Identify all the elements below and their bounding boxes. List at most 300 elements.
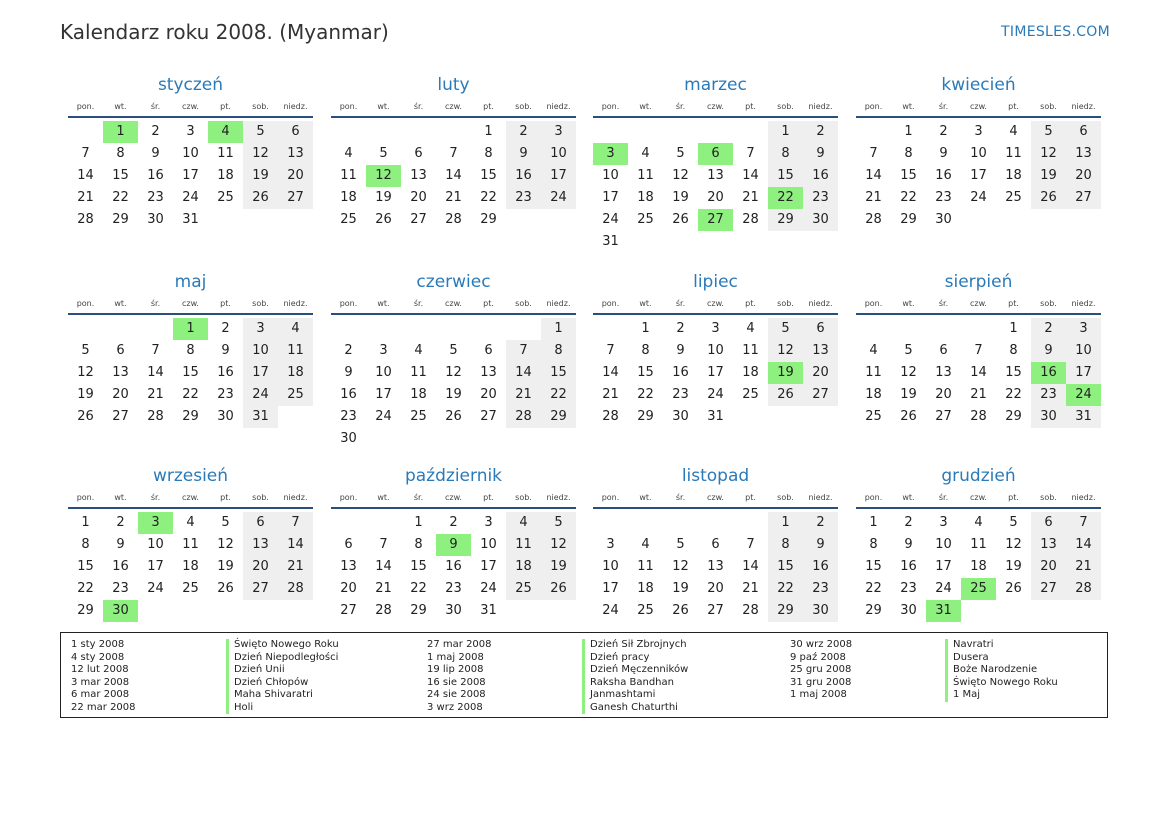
weekday-label: niedz. [546,493,571,502]
day-cell: 11 [970,537,987,552]
day-cell: 6 [803,318,838,340]
day-cell: 7 [1066,512,1101,534]
weekday-label: pt. [745,299,756,308]
legend-holiday-name: Maha Shivaratri [234,689,313,700]
day-cell: 19 [445,387,462,402]
weekday-label: śr. [413,493,424,502]
month-9 [68,463,313,639]
day-cell: 15 [768,165,803,187]
legend-date: 3 mar 2008 [71,676,130,688]
day-cell: 1 [869,515,878,530]
day-cell: 26 [1005,581,1022,596]
month-name: czerwiec [416,272,491,292]
day-cell: 20 [1031,556,1066,578]
day-cell: 14 [602,365,619,380]
day-cell: 24 [480,581,497,596]
day-cell: 19 [217,559,234,574]
month-8 [856,269,1101,445]
month-5 [68,269,313,445]
weekday-label: czw. [970,102,987,111]
day-cell: 22 [768,578,803,600]
day-cell: 4 [1009,124,1018,139]
legend-date: 27 mar 2008 [427,639,492,650]
day-cell: 21 [742,190,759,205]
day-cell: 6 [1066,121,1101,143]
day-cell: 25 [278,384,313,406]
day-cell: 19 [1031,165,1066,187]
weekday-label: pon. [339,493,358,502]
day-cell: 28 [970,409,987,424]
month-4 [856,72,1101,248]
day-cell: 28 [147,409,164,424]
weekday-label: niedz. [546,102,571,111]
weekday-label: czw. [182,299,199,308]
day-cell: 28 [865,212,882,227]
day-cell: 21 [602,387,619,402]
day-cell: 5 [768,318,803,340]
weekday-label: wt. [114,102,127,111]
day-cell: 22 [410,581,427,596]
day-cell: 29 [637,409,654,424]
day-cell: 12 [217,537,234,552]
holiday-day: 4 [208,121,243,143]
weekday-label: czw. [970,299,987,308]
day-cell: 24 [147,581,164,596]
day-cell: 2 [116,515,125,530]
day-cell: 2 [676,321,685,336]
day-cell: 7 [869,146,878,161]
day-cell: 2 [904,515,913,530]
day-cell: 28 [602,409,619,424]
weekday-header [856,295,1101,315]
weekday-label: czw. [445,102,462,111]
weekday-label: wt. [639,299,652,308]
holiday-day: 22 [768,187,803,209]
day-cell: 5 [1031,121,1066,143]
day-cell: 14 [970,365,987,380]
day-cell: 8 [904,146,913,161]
weekday-label: śr. [413,102,424,111]
day-cell: 27 [1031,578,1066,600]
day-cell: 10 [602,168,619,183]
day-cell: 14 [445,168,462,183]
day-cell: 1 [414,515,423,530]
day-cell: 1 [81,515,90,530]
day-cell: 2 [1031,318,1066,340]
weekday-label: pon. [339,299,358,308]
day-cell: 11 [742,343,759,358]
day-cell: 14 [375,559,392,574]
weekday-label: wt. [114,493,127,502]
month-name: maj [174,272,207,292]
day-cell: 18 [865,387,882,402]
day-cell: 20 [1066,165,1101,187]
day-cell: 5 [243,121,278,143]
day-cell: 28 [1066,578,1101,600]
legend-holiday-name: Dzień Sił Zbrojnych [590,639,687,650]
day-cell: 18 [217,168,234,183]
legend-holiday-name: Holi [234,701,254,713]
day-cell: 24 [182,190,199,205]
day-cell: 30 [672,409,689,424]
weekday-label: niedz. [283,299,308,308]
legend-date: 9 paź 2008 [790,651,846,663]
weekday-label: pt. [745,493,756,502]
day-cell: 31 [243,406,278,428]
weekday-label: pon. [601,299,620,308]
day-cell: 13 [935,365,952,380]
day-cell: 22 [637,387,654,402]
day-cell: 25 [182,581,199,596]
day-cell: 15 [480,168,497,183]
weekday-label: śr. [938,102,949,111]
day-cell: 24 [541,187,576,209]
day-cell: 21 [742,581,759,596]
weekday-label: czw. [182,493,199,502]
day-cell: 17 [480,559,497,574]
day-cell: 25 [637,603,654,618]
day-cell: 8 [768,534,803,556]
day-grid [331,315,576,445]
month-name: luty [437,75,470,95]
day-cell: 15 [637,365,654,380]
day-cell: 24 [375,409,392,424]
day-cell: 15 [900,168,917,183]
day-cell: 13 [707,559,724,574]
day-cell: 9 [221,343,230,358]
day-cell: 4 [869,343,878,358]
day-cell: 2 [221,321,230,336]
day-cell: 9 [676,343,685,358]
day-cell: 10 [1066,340,1101,362]
day-cell: 4 [278,318,313,340]
day-cell: 24 [707,387,724,402]
day-cell: 6 [243,512,278,534]
weekday-label: sob. [1040,493,1057,502]
day-cell: 24 [602,603,619,618]
weekday-label: czw. [707,299,724,308]
weekday-label: pon. [76,102,95,111]
holiday-day: 9 [436,534,471,556]
day-cell: 14 [742,168,759,183]
legend-date: 31 gru 2008 [790,676,852,688]
day-cell: 27 [803,384,838,406]
legend-date: 1 sty 2008 [71,639,125,650]
month-1 [68,72,313,248]
day-grid [68,509,313,639]
legend-date: 12 lut 2008 [71,664,129,675]
day-cell: 28 [77,212,94,227]
holiday-day: 30 [103,600,138,622]
day-cell: 16 [900,559,917,574]
day-cell: 15 [182,365,199,380]
day-grid [68,118,313,248]
day-cell: 6 [116,343,125,358]
weekday-label: wt. [902,493,915,502]
day-cell: 20 [935,387,952,402]
day-cell: 16 [217,365,234,380]
day-cell: 10 [970,146,987,161]
weekday-label: pt. [483,299,494,308]
day-cell: 7 [151,343,160,358]
day-cell: 8 [1009,343,1018,358]
holiday-day: 25 [961,578,996,600]
legend-holiday-name: Navratri [953,639,994,650]
day-cell: 11 [182,537,199,552]
weekday-label: czw. [707,493,724,502]
legend-holiday-name: Dzień Chłopów [234,676,309,688]
legend-dates [71,639,226,714]
day-cell: 23 [935,190,952,205]
day-cell: 4 [641,146,650,161]
day-cell: 23 [147,190,164,205]
day-cell: 14 [865,168,882,183]
day-cell: 20 [707,190,724,205]
day-cell: 3 [606,537,615,552]
day-cell: 27 [340,603,357,618]
day-cell: 21 [77,190,94,205]
day-cell: 9 [116,537,125,552]
weekday-label: pon. [864,493,883,502]
month-name: wrzesień [152,466,229,486]
day-cell: 16 [340,387,357,402]
legend-holiday-name: Dzień Unii [234,664,285,675]
weekday-label: śr. [150,299,161,308]
weekday-label: sob. [515,299,532,308]
day-cell: 19 [1005,559,1022,574]
weekday-label: pt. [220,102,231,111]
day-cell: 9 [344,365,353,380]
weekday-label: sob. [515,493,532,502]
day-cell: 24 [970,190,987,205]
day-grid [593,118,838,248]
day-cell: 1 [541,318,576,340]
month-name: listopad [681,466,750,486]
day-cell: 29 [865,603,882,618]
day-cell: 2 [449,515,458,530]
weekday-label: pt. [1008,493,1019,502]
day-cell: 12 [445,365,462,380]
day-cell: 3 [186,124,195,139]
day-cell: 10 [375,365,392,380]
weekday-label: pt. [1008,299,1019,308]
day-grid [856,509,1101,639]
day-cell: 1 [768,121,803,143]
day-cell: 30 [803,209,838,231]
holiday-day: 3 [593,143,628,165]
holiday-day: 1 [173,318,208,340]
day-cell: 7 [606,343,615,358]
day-cell: 14 [278,534,313,556]
day-cell: 12 [541,534,576,556]
day-cell: 17 [182,168,199,183]
day-cell: 18 [1005,168,1022,183]
day-cell: 29 [480,212,497,227]
weekday-label: śr. [675,493,686,502]
day-cell: 27 [278,187,313,209]
day-cell: 9 [506,143,541,165]
day-cell: 10 [935,537,952,552]
month-name: lipiec [693,272,738,292]
day-cell: 10 [602,559,619,574]
day-cell: 21 [375,581,392,596]
day-cell: 18 [637,581,654,596]
day-cell: 13 [278,143,313,165]
day-cell: 23 [803,187,838,209]
day-cell: 16 [112,559,129,574]
weekday-label: niedz. [283,102,308,111]
day-cell: 14 [147,365,164,380]
day-cell: 6 [278,121,313,143]
day-cell: 22 [900,190,917,205]
day-cell: 1 [768,512,803,534]
legend-date: 22 mar 2008 [71,701,136,713]
day-cell: 13 [410,168,427,183]
month-6 [331,269,576,445]
legend-names [582,639,770,714]
day-cell: 7 [746,537,755,552]
day-cell: 9 [151,146,160,161]
site-link[interactable]: TIMESLES.COM [1001,24,1110,40]
day-cell: 14 [506,362,541,384]
day-cell: 25 [217,190,234,205]
day-cell: 29 [1005,409,1022,424]
day-cell: 8 [541,340,576,362]
day-cell: 18 [970,559,987,574]
day-cell: 16 [935,168,952,183]
day-grid [331,118,576,248]
weekday-label: pon. [76,299,95,308]
holiday-day: 24 [1066,384,1101,406]
day-cell: 16 [506,165,541,187]
day-cell: 20 [112,387,129,402]
legend-dates [790,639,945,702]
day-cell: 1 [904,124,913,139]
day-cell: 19 [672,581,689,596]
month-name: sierpień [944,272,1013,292]
day-cell: 30 [803,600,838,622]
day-cell: 9 [904,537,913,552]
day-cell: 4 [974,515,983,530]
day-cell: 28 [506,406,541,428]
day-cell: 2 [151,124,160,139]
day-cell: 29 [112,212,129,227]
weekday-label: niedz. [1071,299,1096,308]
day-cell: 22 [480,190,497,205]
day-cell: 8 [186,343,195,358]
legend-holiday-name: 1 Maj [953,689,981,700]
weekday-label: pt. [483,493,494,502]
day-cell: 22 [1005,387,1022,402]
weekday-label: wt. [377,299,390,308]
weekday-label: niedz. [808,299,833,308]
day-cell: 11 [410,365,427,380]
holiday-day: 31 [926,600,961,622]
day-cell: 10 [541,143,576,165]
day-cell: 30 [147,212,164,227]
holiday-day: 1 [103,121,138,143]
day-cell: 27 [935,409,952,424]
day-cell: 22 [541,384,576,406]
day-cell: 5 [904,343,913,358]
day-cell: 15 [865,559,882,574]
legend-holiday-name: Dzień pracy [590,651,650,663]
day-cell: 1 [484,124,493,139]
day-cell: 4 [186,515,195,530]
day-cell: 20 [278,165,313,187]
weekday-label: wt. [114,299,127,308]
legend-names [945,639,1133,702]
weekday-label: niedz. [1071,493,1096,502]
legend-date: 1 maj 2008 [790,689,847,700]
weekday-header [68,295,313,315]
day-cell: 2 [344,343,353,358]
day-cell: 23 [112,581,129,596]
day-cell: 25 [865,409,882,424]
weekday-label: niedz. [546,299,571,308]
day-cell: 29 [768,600,803,622]
day-cell: 10 [182,146,199,161]
day-cell: 31 [1066,406,1101,428]
day-cell: 18 [637,190,654,205]
day-cell: 13 [707,168,724,183]
day-cell: 2 [803,512,838,534]
weekday-label: pt. [220,299,231,308]
day-cell: 29 [900,212,917,227]
weekday-label: niedz. [283,493,308,502]
day-cell: 5 [1009,515,1018,530]
day-cell: 31 [602,234,619,249]
legend-date: 1 maj 2008 [427,651,484,663]
day-cell: 30 [935,212,952,227]
weekday-label: sob. [777,299,794,308]
day-cell: 11 [865,365,882,380]
day-cell: 18 [182,559,199,574]
day-cell: 21 [865,190,882,205]
weekday-header [68,98,313,118]
day-cell: 21 [506,384,541,406]
day-cell: 17 [602,581,619,596]
weekday-header [593,295,838,315]
holiday-legend [60,632,1108,718]
day-cell: 2 [803,121,838,143]
month-name: marzec [684,75,747,95]
month-name: grudzień [941,466,1016,486]
holiday-day: 12 [366,165,401,187]
day-cell: 7 [974,343,983,358]
day-cell: 13 [112,365,129,380]
day-cell: 17 [1066,362,1101,384]
day-cell: 19 [243,165,278,187]
day-cell: 8 [414,537,423,552]
day-cell: 26 [541,578,576,600]
weekday-label: śr. [938,299,949,308]
day-cell: 31 [480,603,497,618]
day-cell: 21 [278,556,313,578]
day-cell: 23 [803,578,838,600]
day-cell: 6 [344,537,353,552]
legend-names [226,639,414,714]
day-cell: 12 [900,365,917,380]
day-cell: 7 [278,512,313,534]
weekday-label: śr. [150,102,161,111]
legend-holiday-name: Święto Nowego Roku [234,639,339,650]
day-cell: 8 [81,537,90,552]
day-cell: 30 [900,603,917,618]
weekday-label: śr. [413,299,424,308]
weekday-label: sob. [1040,299,1057,308]
day-cell: 26 [217,581,234,596]
